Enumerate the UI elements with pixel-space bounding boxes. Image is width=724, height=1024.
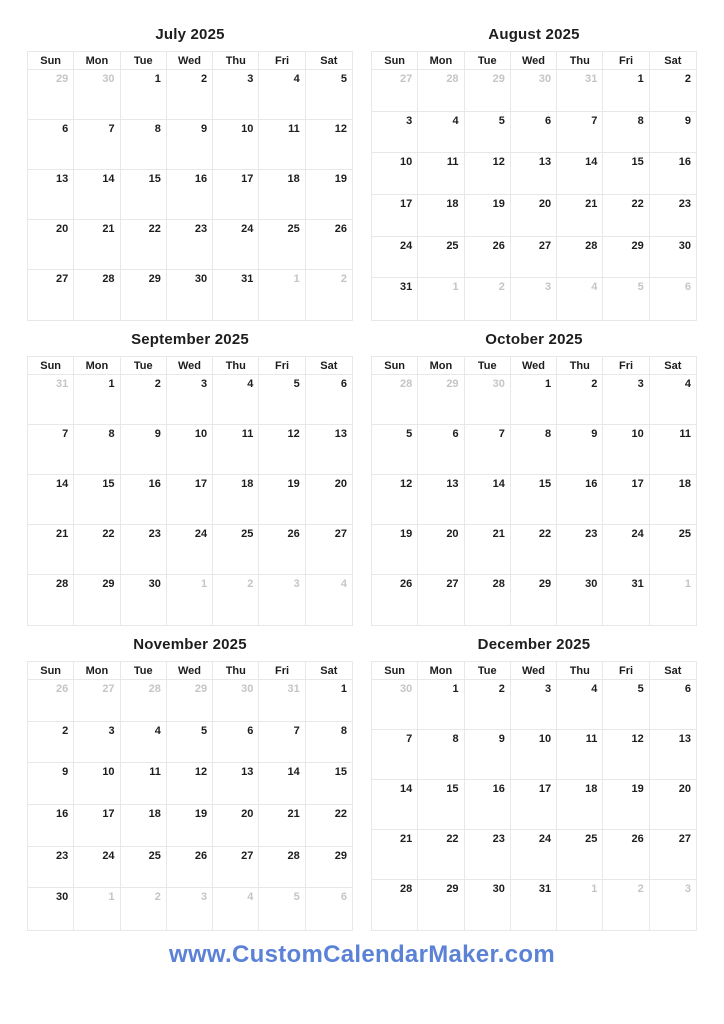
day-cell: 23 bbox=[167, 220, 213, 270]
day-cell: 8 bbox=[74, 425, 120, 475]
month-title: September 2025 bbox=[131, 331, 249, 348]
day-cell: 9 bbox=[557, 425, 603, 475]
day-cell: 11 bbox=[557, 730, 603, 780]
day-cell: 28 bbox=[28, 575, 74, 625]
day-of-week-header: Sat bbox=[650, 357, 696, 375]
day-cell: 8 bbox=[418, 730, 464, 780]
day-cell: 4 bbox=[259, 70, 305, 120]
month-august-2025 bbox=[371, 25, 697, 321]
day-cell-adjacent-month: 2 bbox=[213, 575, 259, 625]
day-of-week-header: Fri bbox=[603, 357, 649, 375]
day-cell: 28 bbox=[74, 270, 120, 320]
day-cell: 18 bbox=[259, 170, 305, 220]
day-of-week-header: Mon bbox=[418, 357, 464, 375]
day-cell: 3 bbox=[372, 112, 418, 154]
day-cell-adjacent-month: 29 bbox=[167, 680, 213, 722]
day-cell: 6 bbox=[650, 680, 696, 730]
day-cell: 1 bbox=[418, 680, 464, 730]
day-of-week-header: Wed bbox=[511, 52, 557, 70]
day-cell: 25 bbox=[121, 847, 167, 889]
day-cell: 25 bbox=[557, 830, 603, 880]
day-cell: 4 bbox=[213, 375, 259, 425]
day-cell: 10 bbox=[511, 730, 557, 780]
day-cell-adjacent-month: 1 bbox=[74, 888, 120, 930]
day-cell: 8 bbox=[306, 722, 352, 764]
day-cell: 16 bbox=[465, 780, 511, 830]
day-cell: 15 bbox=[306, 763, 352, 805]
day-cell: 7 bbox=[557, 112, 603, 154]
day-cell: 26 bbox=[167, 847, 213, 889]
day-cell: 6 bbox=[418, 425, 464, 475]
day-cell: 12 bbox=[603, 730, 649, 780]
day-cell: 27 bbox=[418, 575, 464, 625]
day-cell-adjacent-month: 27 bbox=[372, 70, 418, 112]
day-cell: 14 bbox=[259, 763, 305, 805]
day-cell: 19 bbox=[372, 525, 418, 575]
day-cell: 6 bbox=[213, 722, 259, 764]
day-of-week-header: Tue bbox=[465, 662, 511, 680]
day-cell: 1 bbox=[121, 70, 167, 120]
day-cell: 30 bbox=[557, 575, 603, 625]
day-of-week-header: Wed bbox=[511, 662, 557, 680]
day-cell: 11 bbox=[650, 425, 696, 475]
day-cell: 7 bbox=[28, 425, 74, 475]
day-of-week-header: Sun bbox=[372, 52, 418, 70]
day-cell: 4 bbox=[121, 722, 167, 764]
day-of-week-header: Sat bbox=[650, 52, 696, 70]
day-cell-adjacent-month: 28 bbox=[372, 375, 418, 425]
day-of-week-header: Fri bbox=[603, 662, 649, 680]
day-cell: 13 bbox=[28, 170, 74, 220]
day-cell: 16 bbox=[650, 153, 696, 195]
day-cell: 25 bbox=[650, 525, 696, 575]
day-cell: 5 bbox=[259, 375, 305, 425]
day-cell: 2 bbox=[557, 375, 603, 425]
day-cell: 17 bbox=[511, 780, 557, 830]
day-cell: 27 bbox=[511, 237, 557, 279]
day-cell: 3 bbox=[213, 70, 259, 120]
day-cell-adjacent-month: 28 bbox=[121, 680, 167, 722]
month-calendar-grid bbox=[27, 661, 353, 931]
month-title: October 2025 bbox=[485, 331, 583, 348]
day-cell: 25 bbox=[259, 220, 305, 270]
day-cell: 19 bbox=[465, 195, 511, 237]
day-cell: 7 bbox=[259, 722, 305, 764]
day-cell: 15 bbox=[511, 475, 557, 525]
day-cell: 23 bbox=[557, 525, 603, 575]
day-cell: 27 bbox=[306, 525, 352, 575]
day-cell: 29 bbox=[418, 880, 464, 930]
day-cell: 30 bbox=[121, 575, 167, 625]
day-cell: 5 bbox=[372, 425, 418, 475]
day-cell: 18 bbox=[213, 475, 259, 525]
day-cell: 1 bbox=[511, 375, 557, 425]
day-cell: 13 bbox=[418, 475, 464, 525]
day-cell: 11 bbox=[213, 425, 259, 475]
day-cell: 14 bbox=[74, 170, 120, 220]
day-cell: 24 bbox=[213, 220, 259, 270]
day-cell-adjacent-month: 26 bbox=[28, 680, 74, 722]
day-cell: 15 bbox=[121, 170, 167, 220]
day-cell: 28 bbox=[372, 880, 418, 930]
day-cell-adjacent-month: 31 bbox=[259, 680, 305, 722]
day-of-week-header: Thu bbox=[213, 662, 259, 680]
day-cell: 6 bbox=[306, 375, 352, 425]
day-cell-adjacent-month: 5 bbox=[259, 888, 305, 930]
day-cell-adjacent-month: 1 bbox=[418, 278, 464, 320]
day-cell-adjacent-month: 30 bbox=[213, 680, 259, 722]
day-cell: 21 bbox=[557, 195, 603, 237]
day-cell-adjacent-month: 30 bbox=[465, 375, 511, 425]
day-cell: 6 bbox=[28, 120, 74, 170]
month-title: August 2025 bbox=[488, 26, 580, 43]
month-december-2025 bbox=[371, 635, 697, 931]
day-cell: 16 bbox=[167, 170, 213, 220]
day-of-week-header: Thu bbox=[557, 662, 603, 680]
day-cell: 26 bbox=[306, 220, 352, 270]
month-november-2025 bbox=[27, 635, 353, 931]
day-cell: 25 bbox=[213, 525, 259, 575]
day-cell: 29 bbox=[74, 575, 120, 625]
month-july-2025 bbox=[27, 25, 353, 321]
day-cell: 4 bbox=[557, 680, 603, 730]
day-cell: 24 bbox=[511, 830, 557, 880]
day-cell: 22 bbox=[511, 525, 557, 575]
day-cell: 18 bbox=[418, 195, 464, 237]
day-cell-adjacent-month: 30 bbox=[74, 70, 120, 120]
day-cell: 2 bbox=[121, 375, 167, 425]
day-cell-adjacent-month: 2 bbox=[340, 273, 347, 285]
day-of-week-header: Sun bbox=[28, 662, 74, 680]
day-cell: 27 bbox=[28, 270, 74, 320]
day-cell: 29 bbox=[121, 270, 167, 320]
day-cell: 5 bbox=[306, 70, 352, 120]
day-cell: 9 bbox=[465, 730, 511, 780]
day-of-week-header: Mon bbox=[418, 662, 464, 680]
day-cell: 14 bbox=[28, 475, 74, 525]
day-cell-adjacent-month: 29 bbox=[28, 70, 74, 120]
day-cell-adjacent-month: 5 bbox=[603, 278, 649, 320]
day-cell: 22 bbox=[121, 220, 167, 270]
day-cell: 26 bbox=[372, 575, 418, 625]
day-cell: 13 bbox=[306, 425, 352, 475]
day-cell: 2 bbox=[167, 70, 213, 120]
day-cell: 14 bbox=[372, 780, 418, 830]
day-cell: 31 bbox=[213, 270, 259, 320]
day-of-week-header: Fri bbox=[259, 357, 305, 375]
day-cell: 12 bbox=[465, 153, 511, 195]
day-of-week-header: Sun bbox=[372, 357, 418, 375]
day-cell: 23 bbox=[650, 195, 696, 237]
day-cell-adjacent-month: 2 bbox=[121, 888, 167, 930]
day-of-week-header: Fri bbox=[259, 52, 305, 70]
day-cell: 31 bbox=[511, 880, 557, 930]
day-cell: 22 bbox=[306, 805, 352, 847]
day-cell: 15 bbox=[603, 153, 649, 195]
month-calendar-grid bbox=[27, 356, 353, 626]
day-cell: 24 bbox=[372, 237, 418, 279]
day-cell: 1 bbox=[603, 70, 649, 112]
day-cell-adjacent-month: 3 bbox=[259, 575, 305, 625]
day-cell: 5 bbox=[465, 112, 511, 154]
month-october-2025 bbox=[371, 330, 697, 626]
day-cell: 21 bbox=[259, 805, 305, 847]
month-calendar-grid bbox=[371, 356, 697, 626]
day-cell-adjacent-month: 1 bbox=[684, 578, 691, 590]
day-cell: 26 bbox=[603, 830, 649, 880]
day-cell: 13 bbox=[650, 730, 696, 780]
month-calendar-grid bbox=[371, 661, 697, 931]
day-cell: 11 bbox=[418, 153, 464, 195]
day-of-week-header: Fri bbox=[259, 662, 305, 680]
day-cell: 10 bbox=[603, 425, 649, 475]
day-cell: 24 bbox=[74, 847, 120, 889]
day-cell: 18 bbox=[650, 475, 696, 525]
day-cell: 16 bbox=[28, 805, 74, 847]
day-cell: 19 bbox=[603, 780, 649, 830]
day-of-week-header: Mon bbox=[74, 357, 120, 375]
day-of-week-header: Sun bbox=[372, 662, 418, 680]
day-of-week-header: Mon bbox=[418, 52, 464, 70]
day-cell: 17 bbox=[74, 805, 120, 847]
day-of-week-header: Wed bbox=[167, 662, 213, 680]
day-cell-adjacent-month: 3 bbox=[167, 888, 213, 930]
day-cell: 3 bbox=[603, 375, 649, 425]
day-cell: 1 bbox=[74, 375, 120, 425]
day-cell-adjacent-month: 27 bbox=[74, 680, 120, 722]
day-cell: 30 bbox=[465, 880, 511, 930]
day-cell: 21 bbox=[74, 220, 120, 270]
day-cell: 10 bbox=[74, 763, 120, 805]
day-cell: 11 bbox=[121, 763, 167, 805]
day-cell: 16 bbox=[121, 475, 167, 525]
day-cell: 25 bbox=[418, 237, 464, 279]
day-cell: 10 bbox=[372, 153, 418, 195]
day-cell: 7 bbox=[465, 425, 511, 475]
day-cell: 21 bbox=[372, 830, 418, 880]
day-of-week-header: Thu bbox=[213, 357, 259, 375]
day-cell: 28 bbox=[259, 847, 305, 889]
day-cell: 3 bbox=[511, 680, 557, 730]
day-cell: 19 bbox=[306, 170, 352, 220]
day-cell: 7 bbox=[74, 120, 120, 170]
day-cell: 26 bbox=[465, 237, 511, 279]
day-of-week-header: Tue bbox=[465, 52, 511, 70]
day-of-week-header: Sat bbox=[306, 662, 352, 680]
day-cell-adjacent-month: 31 bbox=[28, 375, 74, 425]
day-cell: 8 bbox=[511, 425, 557, 475]
watermark-link[interactable]: www.CustomCalendarMaker.com bbox=[169, 941, 555, 968]
day-of-week-header: Mon bbox=[74, 662, 120, 680]
day-cell: 11 bbox=[259, 120, 305, 170]
day-cell: 20 bbox=[511, 195, 557, 237]
day-cell: 14 bbox=[465, 475, 511, 525]
day-cell: 14 bbox=[557, 153, 603, 195]
day-of-week-header: Thu bbox=[557, 357, 603, 375]
day-cell-adjacent-month: 2 bbox=[465, 278, 511, 320]
day-cell: 10 bbox=[167, 425, 213, 475]
day-cell: 2 bbox=[28, 722, 74, 764]
month-calendar-grid bbox=[27, 51, 353, 321]
day-of-week-header: Sun bbox=[28, 357, 74, 375]
day-cell: 19 bbox=[259, 475, 305, 525]
day-cell: 8 bbox=[603, 112, 649, 154]
day-cell: 13 bbox=[511, 153, 557, 195]
day-cell: 18 bbox=[121, 805, 167, 847]
day-cell: 21 bbox=[465, 525, 511, 575]
day-cell-adjacent-month: 31 bbox=[557, 70, 603, 112]
day-cell: 15 bbox=[74, 475, 120, 525]
day-cell-adjacent-month: 1 bbox=[259, 270, 305, 320]
day-cell: 1 bbox=[306, 680, 352, 722]
day-cell-adjacent-month: 4 bbox=[213, 888, 259, 930]
day-cell: 30 bbox=[28, 888, 74, 930]
day-cell: 10 bbox=[213, 120, 259, 170]
day-of-week-header: Wed bbox=[167, 52, 213, 70]
day-cell: 23 bbox=[121, 525, 167, 575]
day-cell: 2 bbox=[650, 70, 696, 112]
day-cell: 23 bbox=[465, 830, 511, 880]
day-cell: 5 bbox=[167, 722, 213, 764]
day-cell: 22 bbox=[603, 195, 649, 237]
day-cell: 20 bbox=[213, 805, 259, 847]
day-cell-adjacent-month: 4 bbox=[340, 578, 347, 590]
day-cell: 6 bbox=[511, 112, 557, 154]
day-cell: 20 bbox=[650, 780, 696, 830]
day-cell: 9 bbox=[121, 425, 167, 475]
day-cell: 23 bbox=[28, 847, 74, 889]
day-cell: 5 bbox=[603, 680, 649, 730]
day-cell: 31 bbox=[372, 278, 418, 320]
day-cell: 9 bbox=[167, 120, 213, 170]
day-cell: 28 bbox=[557, 237, 603, 279]
day-cell-adjacent-month: 2 bbox=[603, 880, 649, 930]
day-cell: 27 bbox=[650, 830, 696, 880]
day-cell: 9 bbox=[28, 763, 74, 805]
day-cell: 29 bbox=[306, 847, 352, 889]
day-of-week-header: Thu bbox=[213, 52, 259, 70]
day-cell: 19 bbox=[167, 805, 213, 847]
day-of-week-header: Sat bbox=[306, 357, 352, 375]
day-cell: 17 bbox=[167, 475, 213, 525]
day-cell: 22 bbox=[74, 525, 120, 575]
day-cell: 26 bbox=[259, 525, 305, 575]
day-of-week-header: Sat bbox=[306, 52, 352, 70]
day-cell: 7 bbox=[372, 730, 418, 780]
day-cell: 12 bbox=[259, 425, 305, 475]
day-cell: 18 bbox=[557, 780, 603, 830]
day-cell: 16 bbox=[557, 475, 603, 525]
day-cell-adjacent-month: 4 bbox=[557, 278, 603, 320]
day-cell: 4 bbox=[418, 112, 464, 154]
day-of-week-header: Tue bbox=[121, 662, 167, 680]
month-calendar-grid bbox=[371, 51, 697, 321]
day-cell-adjacent-month: 6 bbox=[684, 281, 691, 294]
day-cell-adjacent-month: 29 bbox=[418, 375, 464, 425]
day-of-week-header: Wed bbox=[511, 357, 557, 375]
day-cell: 12 bbox=[372, 475, 418, 525]
day-cell: 17 bbox=[603, 475, 649, 525]
month-september-2025 bbox=[27, 330, 353, 626]
day-cell: 22 bbox=[418, 830, 464, 880]
day-cell: 21 bbox=[28, 525, 74, 575]
day-of-week-header: Fri bbox=[603, 52, 649, 70]
day-of-week-header: Tue bbox=[121, 357, 167, 375]
day-of-week-header: Wed bbox=[167, 357, 213, 375]
day-cell: 9 bbox=[650, 112, 696, 154]
day-cell: 20 bbox=[28, 220, 74, 270]
day-cell: 3 bbox=[74, 722, 120, 764]
day-cell: 24 bbox=[167, 525, 213, 575]
day-cell: 3 bbox=[167, 375, 213, 425]
day-of-week-header: Sat bbox=[650, 662, 696, 680]
day-of-week-header: Tue bbox=[121, 52, 167, 70]
day-cell: 27 bbox=[213, 847, 259, 889]
day-of-week-header: Thu bbox=[557, 52, 603, 70]
day-of-week-header: Tue bbox=[465, 357, 511, 375]
day-cell: 20 bbox=[306, 475, 352, 525]
day-cell-adjacent-month: 6 bbox=[340, 891, 347, 904]
day-cell: 8 bbox=[121, 120, 167, 170]
day-cell-adjacent-month: 3 bbox=[684, 883, 691, 895]
day-cell: 30 bbox=[650, 237, 696, 279]
day-cell: 30 bbox=[167, 270, 213, 320]
day-cell: 15 bbox=[418, 780, 464, 830]
day-of-week-header: Mon bbox=[74, 52, 120, 70]
day-cell: 17 bbox=[372, 195, 418, 237]
month-title: December 2025 bbox=[477, 636, 591, 653]
day-cell-adjacent-month: 1 bbox=[557, 880, 603, 930]
day-cell: 12 bbox=[167, 763, 213, 805]
day-cell: 2 bbox=[465, 680, 511, 730]
day-cell-adjacent-month: 29 bbox=[465, 70, 511, 112]
month-title: November 2025 bbox=[133, 636, 247, 653]
day-cell: 24 bbox=[603, 525, 649, 575]
day-cell: 29 bbox=[511, 575, 557, 625]
day-cell: 13 bbox=[213, 763, 259, 805]
month-title: July 2025 bbox=[155, 26, 225, 43]
day-cell-adjacent-month: 30 bbox=[511, 70, 557, 112]
day-cell: 29 bbox=[603, 237, 649, 279]
day-cell: 4 bbox=[650, 375, 696, 425]
day-cell-adjacent-month: 28 bbox=[418, 70, 464, 112]
day-cell: 31 bbox=[603, 575, 649, 625]
day-cell-adjacent-month: 3 bbox=[511, 278, 557, 320]
day-cell: 28 bbox=[465, 575, 511, 625]
day-cell-adjacent-month: 30 bbox=[372, 680, 418, 730]
day-cell: 17 bbox=[213, 170, 259, 220]
day-cell-adjacent-month: 1 bbox=[167, 575, 213, 625]
day-cell: 12 bbox=[306, 120, 352, 170]
day-cell: 20 bbox=[418, 525, 464, 575]
day-of-week-header: Sun bbox=[28, 52, 74, 70]
